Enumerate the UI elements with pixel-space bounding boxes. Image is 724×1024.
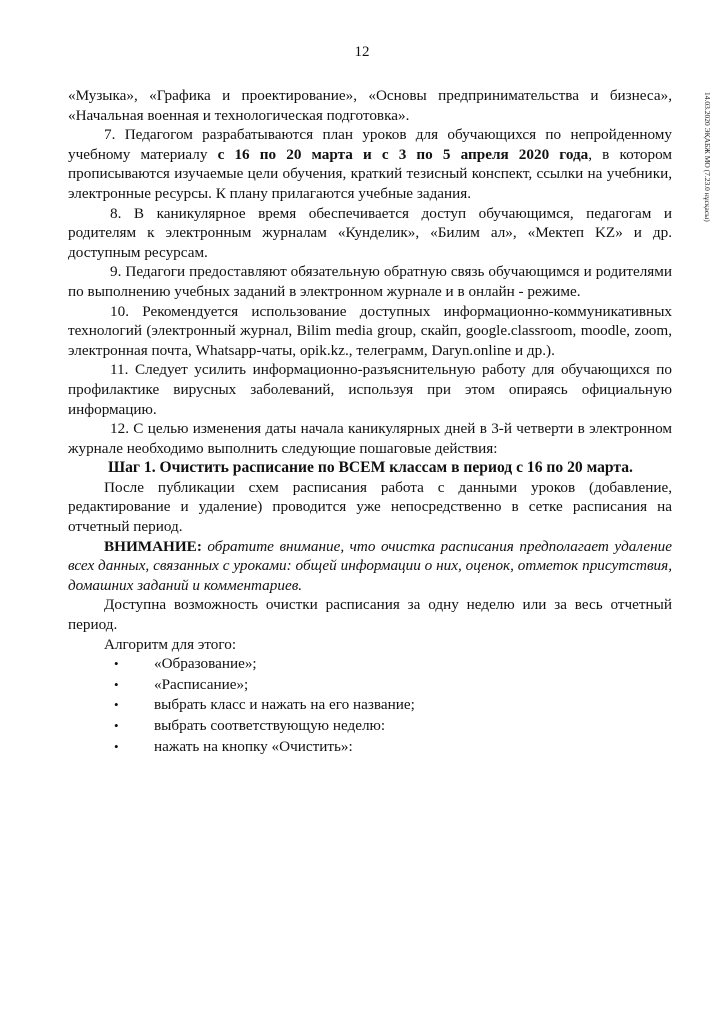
list-item: • «Расписание»; [68,675,672,696]
attention-label: ВНИМАНИЕ: [104,537,202,555]
list-item: • «Образование»; [68,654,672,675]
item-7-text-a: 7. Педагогом разрабатываются план уроков для обучающихся по непройденному учебному материалу [68,126,672,163]
side-note: 14.03.2020 ЭҚАБЖ МО (7.23.0 нұсқасы) [703,92,712,222]
item-8: 8. В каникулярное время обеспечивается доступ обучающимся, педагогам и родителям к электронным журналам «Кунделик», «Билим ал», «Мектеп KZ» и др. доступным ресурсам. [68,204,672,261]
item-11: 11. Следует усилить информационно-разъяснительную работу для обучающихся по профилактике вирусных заболеваний, используя при этом опираясь официальную информацию. [68,361,672,418]
bullet-icon: • [114,676,119,692]
list-item: • выбрать класс и нажать на его название; [68,695,672,716]
bullet-icon: • [114,697,119,713]
list-item: • нажать на кнопку «Очистить»: [68,737,672,758]
attention-paragraph [68,537,672,596]
item-9: 9. Педагоги предоставляют обязательную обратную связь обучающимся и родителями по выполнению учебных заданий в электронном журнале и в онлайн - режиме. [68,263,672,300]
document-body [68,86,672,757]
bullet-icon: • [114,656,119,672]
algorithm-list [68,654,672,757]
bullet-icon: • [114,718,119,733]
item-7 [68,125,672,203]
available-paragraph: Доступна возможность очистки расписания за одну неделю или за весь отчетный период. [68,596,672,634]
after-publication-paragraph: После публикации схем расписания работа с данными уроков (добавление, редактирование и удаление) проводится уже непосредственно в сетке расписания на отчетный период. [68,478,672,536]
bullet-icon: • [114,738,119,754]
algorithm-label: Алгоритм для этого: [104,635,237,653]
item-10: 10. Рекомендуется использование доступных информационно-коммуникативных технологий (электронный журнал, Bilim media group, скайп, google.classroom, moodle, zoom, электронная почта, Whatsapp-чаты, opik.kz., телеграмм, Daryn.online и др.). [68,302,672,359]
list-item: • выбрать соответствующую неделю: [68,716,672,737]
page-number: 12 [354,44,370,60]
intro-paragraph: «Музыка», «Графика и проектирование», «Основы предпринимательства и бизнеса», «Начальная военная и технологическая подготовка». [68,87,672,124]
step-1-heading: Шаг 1. Очистить расписание по ВСЕМ классам в период с 16 по 20 марта. [108,459,633,477]
item-12: 12. С целью изменения даты начала каникулярных дней в 3-й четверти в электронном журнале необходимо выполнить следующие пошаговые действия: [68,420,672,457]
item-7-bold: с 16 по 20 марта и с 3 по 5 апреля 2020 года [217,145,589,163]
item-7-text-b: , в котором прописываются изучаемые цели обучения, краткий тезисный конспект, ссылки на учебники, электронные ресурсы. К плану прилагаются учебные задания. [68,145,672,202]
attention-text: обратите внимание, что очистка расписания предполагает удаление всех данных, связанных с уроками: общей информации о них, оценок, отметок присутствия, домашних заданий и комментариев. [68,537,672,594]
